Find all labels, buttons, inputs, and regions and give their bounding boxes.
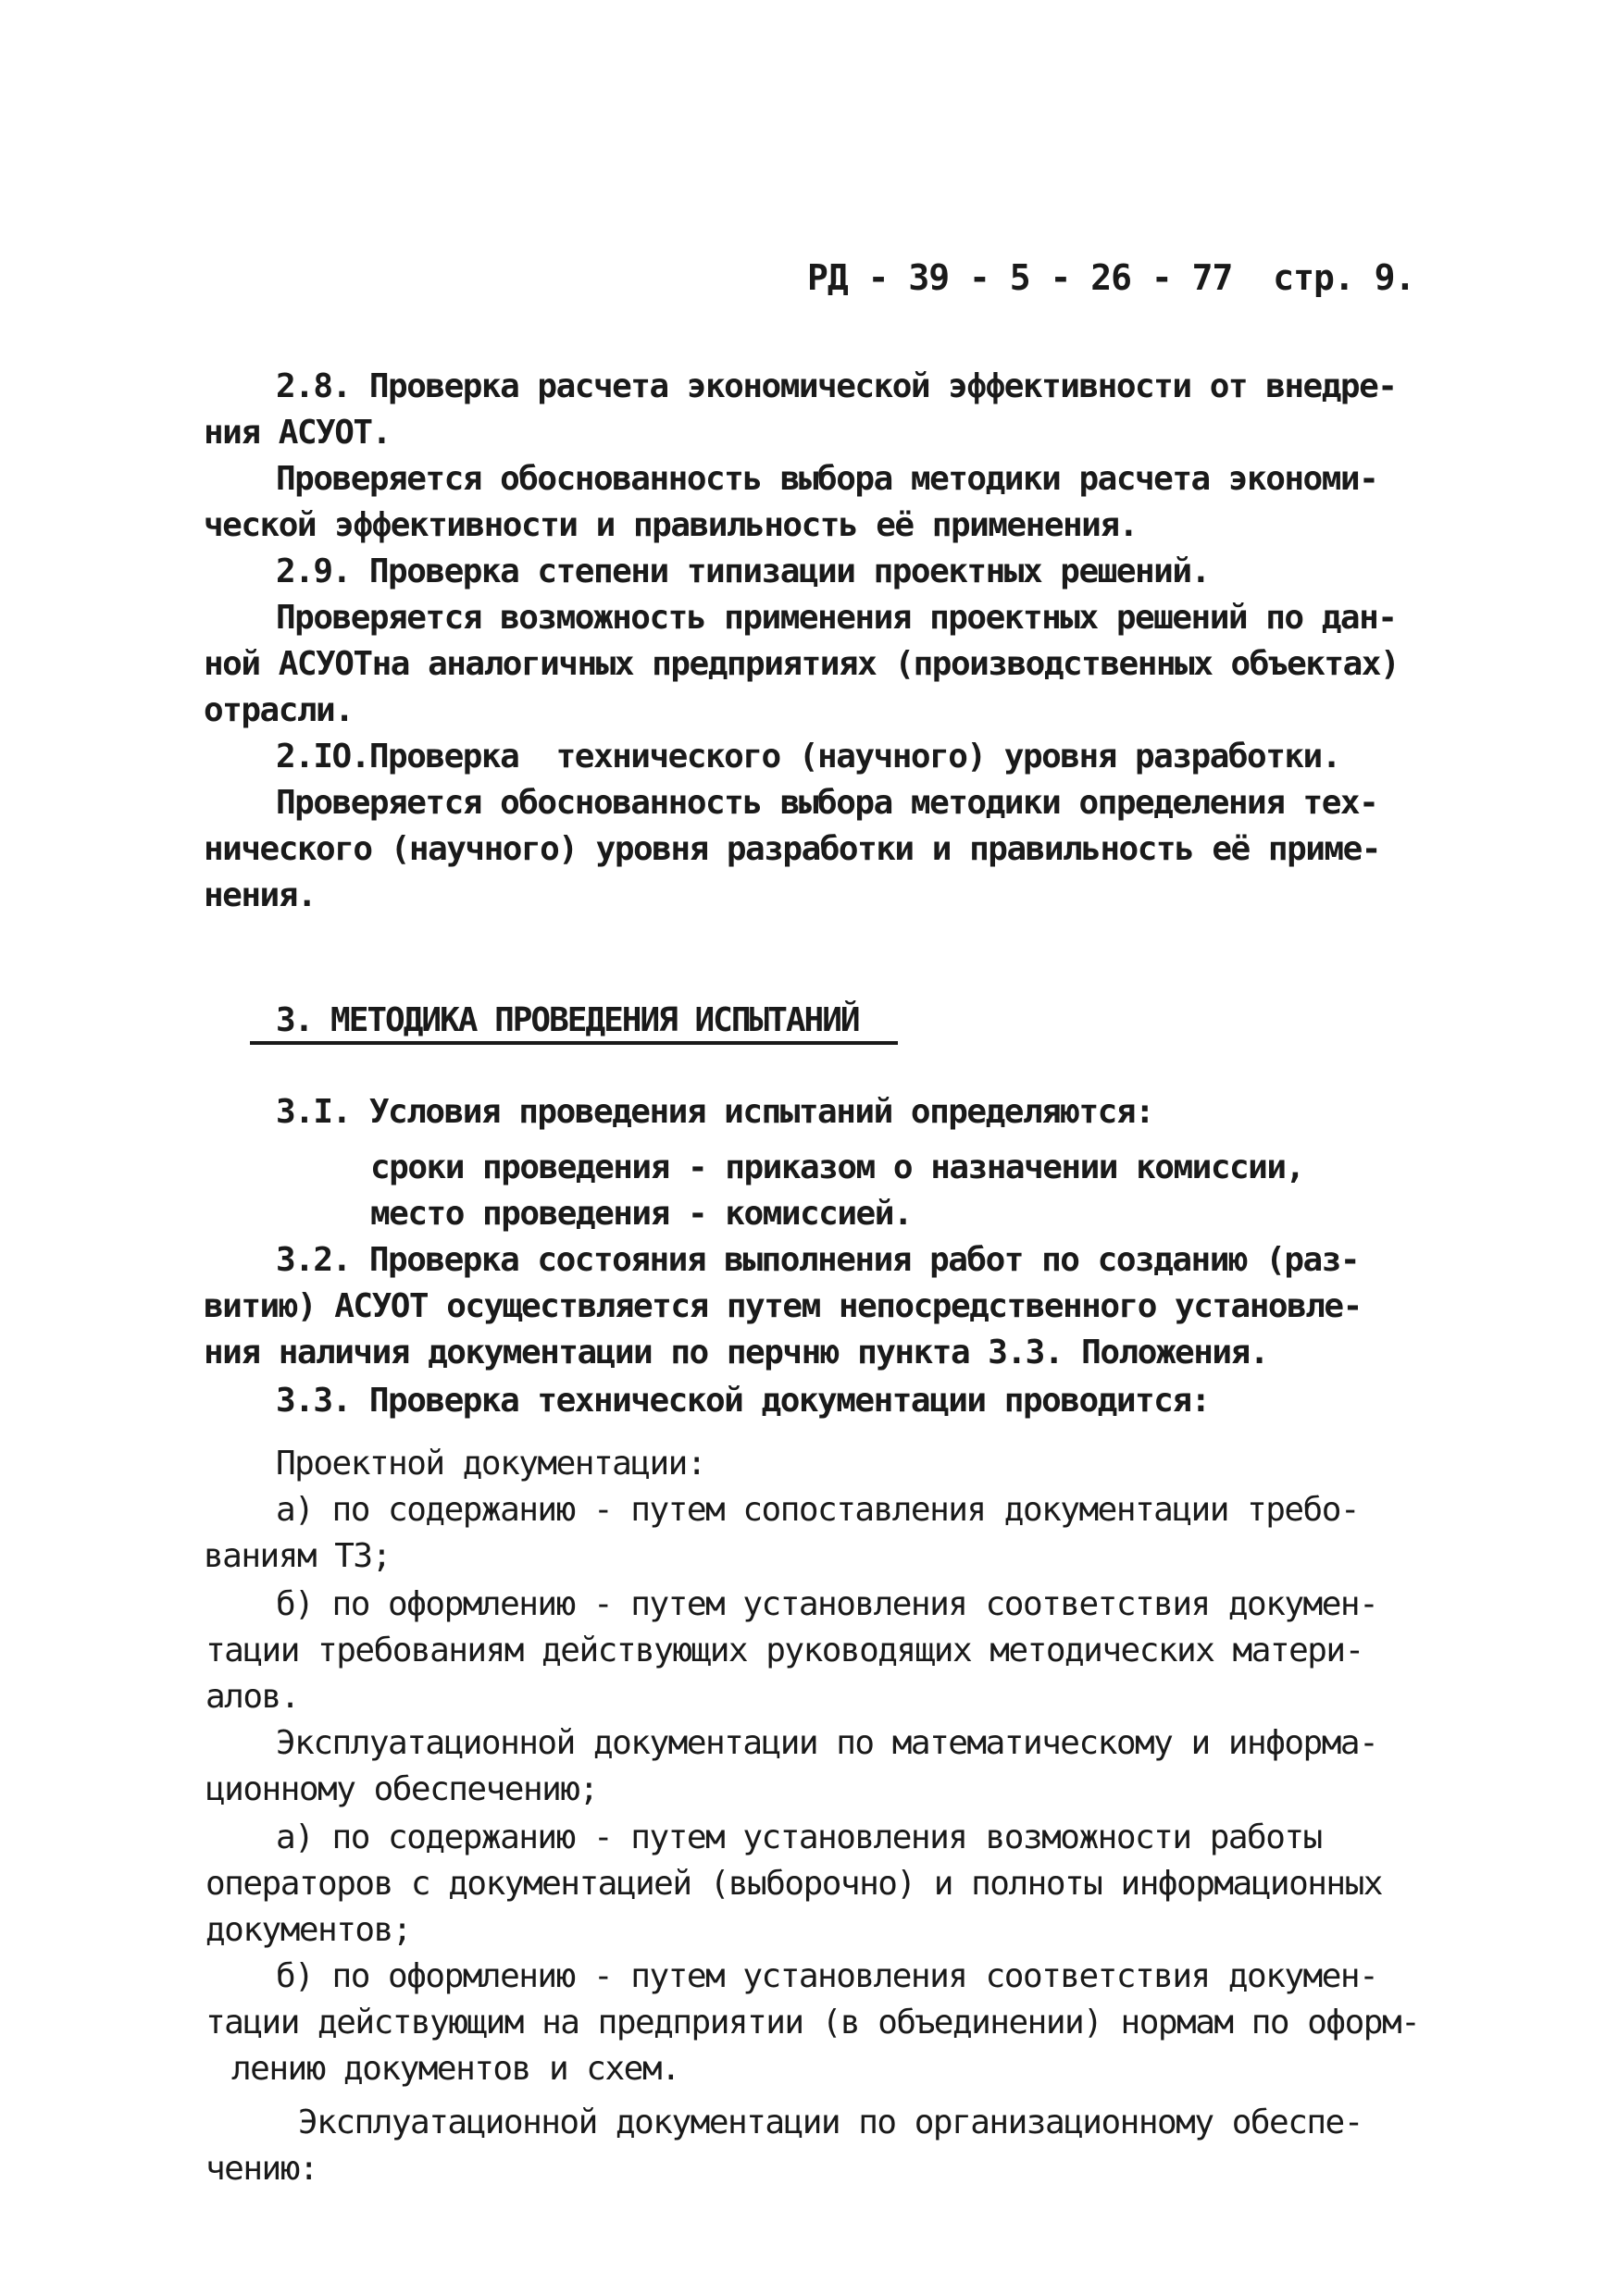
text-line: Проверяется обоснованность выбора методики определения тех-	[276, 784, 1378, 822]
text-line: 2.IО.Проверка технического (научного) уровня разработки.	[276, 738, 1340, 776]
text-line: ческой эффективности и правильность её применения.	[204, 506, 1138, 544]
text-line: а) по содержанию - путем сопоставления документации требо-	[276, 1491, 1360, 1529]
text-line: лению документов и схем.	[231, 2050, 680, 2088]
text-line: тации действующим на предприятии (в объединении) нормам по оформ-	[205, 2004, 1420, 2042]
text-line: тации требованиям действующих руководящих методических матери-	[205, 1632, 1363, 1669]
text-line: Проверяется возможность применения проектных решений по дан-	[276, 599, 1397, 637]
text-line: операторов с документацией (выборочно) и полноты информационных	[205, 1865, 1382, 1903]
text-line: алов.	[205, 1678, 299, 1716]
text-line: Проектной документации:	[276, 1445, 705, 1483]
text-line: 3.3. Проверка технической документации проводится:	[276, 1382, 1210, 1420]
text-line: б) по оформлению - путем установления соответствия докумен-	[276, 1585, 1378, 1623]
text-line: Эксплуатационной документации по математическому и информа-	[276, 1724, 1378, 1762]
text-line: 2.8. Проверка расчета экономической эффективности от внедре-	[276, 367, 1397, 405]
text-line: нения.	[204, 876, 317, 914]
text-line: Эксплуатационной документации по организационному обеспе-	[298, 2104, 1363, 2141]
text-line: место проведения - комиссией.	[370, 1195, 913, 1233]
text-line: ваниям ТЗ;	[204, 1537, 391, 1575]
text-line: ционному обеспечению;	[205, 1770, 598, 1808]
text-line: б) по оформлению - путем установления соответствия докумен-	[276, 1957, 1378, 1995]
text-line: а) по содержанию - путем установления возможности работы	[276, 1818, 1322, 1856]
text-line: 2.9. Проверка степени типизации проектных решений.	[276, 552, 1210, 590]
text-line: ния наличия документации по перчню пункта 3.3. Положения.	[204, 1334, 1268, 1371]
text-line: ной АСУОТна аналогичных предприятиях (производственных объектах)	[204, 645, 1400, 683]
text-line: документов;	[205, 1911, 411, 1949]
text-line: сроки проведения - приказом о назначении комиссии,	[370, 1148, 1304, 1186]
text-line: отрасли.	[204, 691, 354, 729]
section-title-underline	[250, 1041, 898, 1045]
text-line: витию) АСУОТ осуществляется путем непосредственного установле-	[204, 1287, 1362, 1325]
text-line: нического (научного) уровня разработки и правильность её приме-	[204, 830, 1380, 868]
page-header: РД - 39 - 5 - 26 - 77 стр. 9.	[807, 257, 1415, 298]
text-line: 3.I. Условия проведения испытаний определяются:	[276, 1093, 1154, 1131]
text-line: 3.2. Проверка состояния выполнения работ по созданию (раз-	[276, 1241, 1360, 1279]
text-line: чению:	[205, 2150, 318, 2188]
text-line: Проверяется обоснованность выбора методики расчета экономи-	[276, 460, 1378, 498]
text-line: ния АСУОТ.	[204, 414, 391, 452]
section-title: 3. МЕТОДИКА ПРОВЕДЕНИЯ ИСПЫТАНИЙ	[276, 1001, 859, 1039]
